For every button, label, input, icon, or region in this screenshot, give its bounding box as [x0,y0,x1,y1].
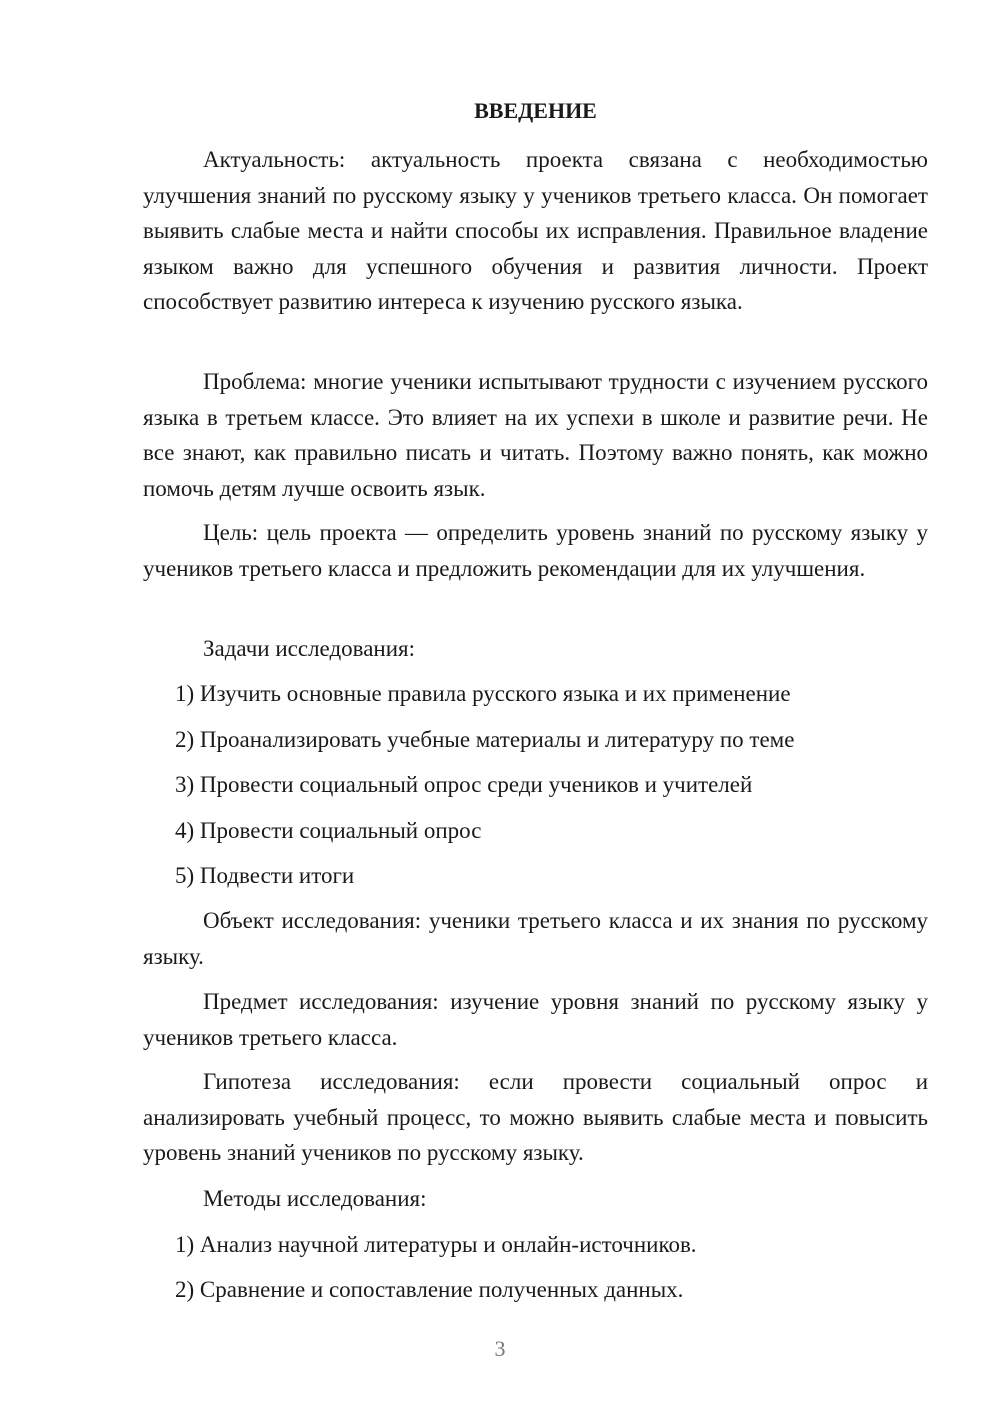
page-title: ВВЕДЕНИЕ [474,98,597,123]
subject-paragraph: Предмет исследования: изучение уровня знаний по русскому языку у учеников третьего класса. [143,989,928,1050]
task-item-3: 3) Провести социальный опрос среди учеников и учителей [175,772,753,797]
goal-paragraph: Цель: цель проекта — определить уровень знаний по русскому языку у учеников третьего класса и предложить рекомендации для их улучшения. [143,520,928,581]
page-number: 3 [494,1336,506,1361]
tasks-heading: Задачи исследования: [203,636,416,661]
relevance-paragraph: Актуальность: актуальность проекта связана с необходимостью улучшения знаний по русскому языку у учеников третьего класса. Он помогает выявить слабые места и найти способы их исправления. Правильное владение языком важно для успешного обучения и развития личности. Проект способствует развитию интереса к изучению русского языка. [143,147,928,314]
problem-paragraph: Проблема: многие ученики испытывают трудности с изучением русского языка в третьем классе. Это влияет на их успехи в школе и развитие речи. Не все знают, как правильно писать и читать. Поэтому важно понять, как можно помочь детям лучше освоить язык. [143,369,928,501]
method-item-2: 2) Сравнение и сопоставление полученных данных. [175,1277,684,1302]
task-item-1: 1) Изучить основные правила русского языка и их применение [175,681,791,706]
methods-heading: Методы исследования: [203,1186,427,1211]
object-paragraph: Объект исследования: ученики третьего класса и их знания по русскому языку. [143,908,928,969]
task-item-4: 4) Провести социальный опрос [175,818,482,843]
method-item-1: 1) Анализ научной литературы и онлайн-источников. [175,1232,697,1257]
task-item-2: 2) Проанализировать учебные материалы и литературу по теме [175,727,795,752]
task-item-5: 5) Подвести итоги [175,863,355,888]
hypothesis-paragraph: Гипотеза исследования: если провести социальный опрос и анализировать учебный процесс, то можно выявить слабые места и повысить уровень знаний учеников по русскому языку. [143,1069,928,1165]
